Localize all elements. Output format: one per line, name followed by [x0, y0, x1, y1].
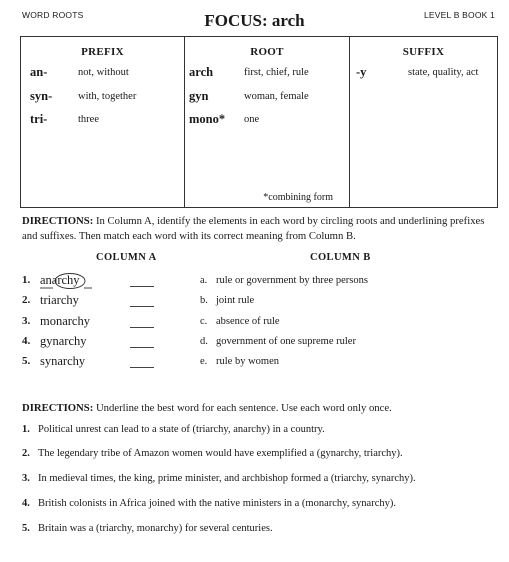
root-meaning: woman, female	[244, 91, 309, 102]
root-meaning: one	[244, 114, 260, 125]
prefix-row	[21, 112, 184, 132]
prefix-meaning: not, without	[78, 67, 129, 78]
item-number: 5.	[22, 355, 31, 367]
directions-matching	[22, 214, 496, 244]
answer-blank[interactable]	[130, 306, 154, 307]
prefix-column	[21, 37, 185, 207]
prefix-meaning: three	[78, 114, 99, 125]
column-b-letter: d.	[200, 336, 208, 347]
column-b-letter: c.	[200, 316, 208, 327]
matching-row	[20, 315, 496, 335]
prefix-term: tri-	[30, 112, 48, 126]
answer-blank[interactable]	[130, 367, 154, 368]
root-term: mono*	[189, 112, 226, 126]
sentence-item	[20, 424, 500, 442]
sentence-item	[20, 448, 500, 466]
sentence-text[interactable]: The legendary tribe of Amazon women would have exemplified a (gynarchy, triarchy).	[38, 448, 403, 459]
directions-label: DIRECTIONS:	[22, 402, 94, 414]
prefix-meaning: with, together	[78, 91, 137, 102]
column-b-letter: a.	[200, 275, 208, 286]
matching-row	[20, 274, 496, 294]
sentence-number: 3.	[22, 473, 30, 484]
sentence-text[interactable]: British colonists in Africa joined with the native ministers in a (monarchy, synarchy).	[38, 498, 396, 509]
column-a-word: anarchy	[40, 273, 80, 287]
item-number: 1.	[22, 274, 31, 286]
word-elements-table	[20, 36, 498, 208]
sentence-number: 4.	[22, 498, 30, 509]
column-b-meaning: joint rule	[216, 295, 255, 306]
sentence-item	[20, 498, 500, 516]
page-title: FOCUS: arch	[204, 11, 305, 30]
column-a-heading: COLUMN A	[96, 252, 157, 263]
suffix-column	[350, 37, 497, 207]
column-a-word: monarchy	[40, 314, 90, 328]
root-term: arch	[189, 65, 214, 79]
suffix-heading: SUFFIX	[402, 46, 445, 58]
prefix-term: syn-	[30, 89, 53, 103]
root-heading: ROOT	[250, 46, 284, 58]
column-b-meaning: rule or government by three persons	[216, 275, 368, 286]
sentence-item	[20, 473, 500, 491]
root-term: gyn	[189, 89, 209, 103]
item-number: 4.	[22, 335, 31, 347]
column-b-meaning: absence of rule	[216, 316, 280, 327]
matching-row	[20, 335, 496, 355]
root-column	[185, 37, 350, 207]
sentence-item	[20, 523, 500, 541]
sentence-number: 5.	[22, 523, 30, 534]
column-a-word: gynarchy	[40, 334, 87, 348]
prefix-heading: PREFIX	[81, 46, 124, 58]
column-a-word: synarchy	[40, 354, 86, 368]
root-row	[185, 65, 349, 85]
prefix-row	[21, 65, 184, 85]
combining-form-note: *combining form	[263, 192, 333, 203]
prefix-term: an-	[30, 65, 48, 79]
suffix-meaning: state, quality, act	[408, 67, 479, 78]
directions-text: In Column A, identify the elements in each word by circling roots and underlining prefixes and suffixes. Then match each word with its correct meaning from Column B.	[22, 215, 485, 242]
column-a-word: triarchy	[40, 293, 79, 307]
matching-row	[20, 355, 496, 375]
answer-blank[interactable]	[130, 327, 154, 328]
directions-label: DIRECTIONS:	[22, 215, 94, 227]
suffix-row	[350, 65, 497, 85]
level-label: LEVEL B BOOK 1	[424, 10, 495, 20]
prefix-row	[21, 89, 184, 109]
series-label: WORD ROOTS	[22, 10, 84, 20]
answer-blank[interactable]	[130, 286, 154, 287]
item-number: 2.	[22, 294, 31, 306]
sentence-text[interactable]: Britain was a (triarchy, monarchy) for several centuries.	[38, 523, 273, 534]
root-meaning: first, chief, rule	[244, 67, 309, 78]
directions-text: Underline the best word for each sentence. Use each word only once.	[95, 402, 392, 414]
column-b-letter: e.	[200, 356, 208, 367]
suffix-term: -y	[356, 65, 367, 79]
sentence-number: 2.	[22, 448, 30, 459]
matching-row	[20, 294, 496, 314]
column-b-meaning: government of one supreme ruler	[216, 336, 356, 347]
answer-blank[interactable]	[130, 347, 154, 348]
sentence-number: 1.	[22, 424, 30, 435]
directions-underline	[22, 401, 496, 416]
sentence-text[interactable]: In medieval times, the king, prime minister, and archbishop formed a (triarchy, synarchy).	[38, 473, 416, 484]
column-b-heading: COLUMN B	[310, 252, 371, 263]
handwritten-markup	[38, 272, 108, 294]
root-row	[185, 112, 349, 132]
column-b-meaning: rule by women	[216, 356, 279, 367]
root-circle	[55, 274, 85, 289]
column-b-letter: b.	[200, 295, 208, 306]
item-number: 3.	[22, 315, 31, 327]
root-row	[185, 89, 349, 109]
sentence-text[interactable]: Political unrest can lead to a state of (triarchy, anarchy) in a country.	[38, 424, 325, 435]
